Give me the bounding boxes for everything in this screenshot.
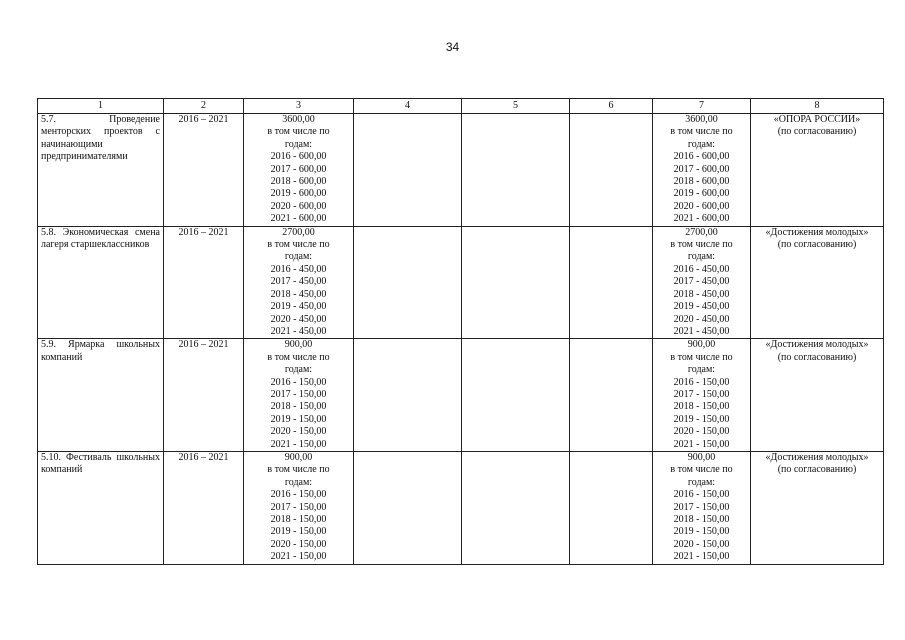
source-funding-cell <box>653 339 751 452</box>
empty-cell-5 <box>462 339 570 452</box>
source-funding-cell <box>653 114 751 227</box>
total-funding-cell-line: 2020 - 150,00 <box>270 426 327 438</box>
total-funding-cell-line: в том числе по <box>267 351 330 363</box>
source-funding-cell-line: 900,00 <box>687 451 716 463</box>
total-funding-cell-line: 2018 - 150,00 <box>270 401 327 413</box>
total-funding-cell <box>244 451 354 564</box>
source-funding-cell-line: 2021 - 150,00 <box>673 438 730 450</box>
period-cell: 2016 – 2021 <box>164 114 244 227</box>
source-funding-cell-line: годам: <box>687 364 716 376</box>
executor-cell-line: «ОПОРА РОССИИ» <box>773 114 861 125</box>
source-funding-cell-line: 2020 - 600,00 <box>673 200 730 212</box>
total-funding-cell-line: 2019 - 150,00 <box>270 526 327 538</box>
source-funding-cell-line: 2018 - 150,00 <box>673 401 730 413</box>
source-funding-cell-line: в том числе по <box>670 464 733 476</box>
total-funding-cell-line: 2021 - 150,00 <box>270 438 327 450</box>
source-funding-cell-line: 2017 - 150,00 <box>673 501 730 513</box>
source-funding-cell-line: в том числе по <box>670 126 733 138</box>
source-funding-cell-line: 3600,00 <box>685 114 718 125</box>
empty-cell-5 <box>462 451 570 564</box>
source-funding-cell-line: годам: <box>687 138 716 150</box>
source-funding-cell-line: 2021 - 600,00 <box>673 213 730 225</box>
column-header: 2 <box>164 99 244 114</box>
total-funding-cell-line: 2017 - 150,00 <box>270 388 327 400</box>
total-funding-cell-line: 2021 - 150,00 <box>270 551 327 563</box>
program-table <box>37 98 884 565</box>
total-funding-cell-line: 2019 - 600,00 <box>270 188 327 200</box>
measure-name-cell: 5.9. Ярмарка школьных компаний <box>38 339 164 452</box>
executor-cell <box>751 339 884 452</box>
total-funding-cell-line: годам: <box>284 476 313 488</box>
executor-cell <box>751 114 884 227</box>
source-funding-cell-line: 2017 - 450,00 <box>673 276 730 288</box>
table-row <box>38 451 884 564</box>
empty-cell-6 <box>570 451 653 564</box>
total-funding-cell-line: в том числе по <box>267 464 330 476</box>
source-funding-cell-line: 2019 - 150,00 <box>673 413 730 425</box>
executor-cell-line: (по согласованию) <box>777 126 857 138</box>
total-funding-cell-line: 2020 - 150,00 <box>270 538 327 550</box>
source-funding-cell-line: 2018 - 150,00 <box>673 514 730 525</box>
column-header: 8 <box>751 99 884 114</box>
column-header: 3 <box>244 99 354 114</box>
source-funding-cell-line: 2016 - 600,00 <box>673 151 730 163</box>
executor-cell-line: (по согласованию) <box>777 464 857 476</box>
total-funding-cell-line: 2021 - 450,00 <box>270 325 327 337</box>
source-funding-cell-line: 2019 - 150,00 <box>673 526 730 538</box>
empty-cell-6 <box>570 226 653 339</box>
total-funding-cell-line: в том числе по <box>267 239 330 251</box>
total-funding-cell-line: 2017 - 150,00 <box>270 501 327 513</box>
source-funding-cell-line: 2018 - 600,00 <box>673 176 730 188</box>
source-funding-cell-line: годам: <box>687 251 716 263</box>
column-header: 4 <box>354 99 462 114</box>
total-funding-cell-line: 2018 - 600,00 <box>270 176 327 188</box>
source-funding-cell-line: 2019 - 600,00 <box>673 188 730 200</box>
empty-cell-4 <box>354 114 462 227</box>
total-funding-cell-line: 900,00 <box>284 339 313 351</box>
table-row <box>38 339 884 452</box>
table-row <box>38 226 884 339</box>
source-funding-cell-line: 2018 - 450,00 <box>673 288 730 300</box>
empty-cell-4 <box>354 226 462 339</box>
empty-cell-4 <box>354 451 462 564</box>
total-funding-cell-line: в том числе по <box>267 126 330 138</box>
source-funding-cell-line: 2020 - 450,00 <box>673 313 730 325</box>
table-row <box>38 114 884 227</box>
total-funding-cell-line: 2016 - 600,00 <box>270 151 327 163</box>
page-number: 34 <box>445 40 460 54</box>
source-funding-cell-line: 2020 - 150,00 <box>673 538 730 550</box>
column-header: 1 <box>38 99 164 114</box>
period-cell: 2016 – 2021 <box>164 226 244 339</box>
executor-cell-line: (по согласованию) <box>777 351 857 363</box>
total-funding-cell-line: годам: <box>284 364 313 376</box>
column-header: 6 <box>570 99 653 114</box>
measure-name-cell: 5.7. Проведение менторских проектов с начинающими предпринимателями <box>38 114 164 227</box>
total-funding-cell-line: 2020 - 600,00 <box>270 200 327 212</box>
source-funding-cell-line: 2016 - 450,00 <box>673 263 730 275</box>
total-funding-cell-line: 2016 - 450,00 <box>270 263 327 275</box>
total-funding-cell-line: 2018 - 450,00 <box>270 288 327 300</box>
source-funding-cell-line: 2021 - 450,00 <box>673 325 730 337</box>
total-funding-cell-line: годам: <box>284 251 313 263</box>
total-funding-cell-line: 3600,00 <box>282 114 315 125</box>
total-funding-cell-line: 2017 - 600,00 <box>270 163 327 175</box>
total-funding-cell-line: 2016 - 150,00 <box>270 489 327 501</box>
total-funding-cell-line: 2020 - 450,00 <box>270 313 327 325</box>
header-row <box>38 99 884 114</box>
executor-cell <box>751 451 884 564</box>
source-funding-cell-line: 900,00 <box>687 339 716 351</box>
total-funding-cell <box>244 114 354 227</box>
source-funding-cell-line: 2021 - 150,00 <box>673 551 730 563</box>
total-funding-cell-line: 2019 - 450,00 <box>270 301 327 313</box>
empty-cell-4 <box>354 339 462 452</box>
column-header: 7 <box>653 99 751 114</box>
executor-cell-line: «Достижения молодых» <box>765 226 869 238</box>
source-funding-cell-line: 2020 - 150,00 <box>673 426 730 438</box>
total-funding-cell-line: 2016 - 150,00 <box>270 376 327 388</box>
column-header: 5 <box>462 99 570 114</box>
empty-cell-6 <box>570 339 653 452</box>
total-funding-cell-line: 2700,00 <box>282 226 315 238</box>
source-funding-cell-line: в том числе по <box>670 351 733 363</box>
source-funding-cell-line: 2017 - 600,00 <box>673 163 730 175</box>
measure-name-cell: 5.8. Экономическая смена лагеря старшеклассников <box>38 226 164 339</box>
executor-cell-line: «Достижения молодых» <box>765 339 869 351</box>
source-funding-cell-line: 2016 - 150,00 <box>673 376 730 388</box>
executor-cell-line: «Достижения молодых» <box>765 451 869 463</box>
executor-cell-line: (по согласованию) <box>777 239 857 251</box>
source-funding-cell <box>653 451 751 564</box>
total-funding-cell <box>244 339 354 452</box>
source-funding-cell-line: 2700,00 <box>685 226 718 238</box>
empty-cell-5 <box>462 226 570 339</box>
source-funding-cell-line: годам: <box>687 476 716 488</box>
measure-name-cell: 5.10. Фестиваль школьных компаний <box>38 451 164 564</box>
source-funding-cell <box>653 226 751 339</box>
executor-cell <box>751 226 884 339</box>
total-funding-cell <box>244 226 354 339</box>
total-funding-cell-line: 900,00 <box>284 451 313 463</box>
source-funding-cell-line: 2019 - 450,00 <box>673 301 730 313</box>
total-funding-cell-line: 2017 - 450,00 <box>270 276 327 288</box>
period-cell: 2016 – 2021 <box>164 451 244 564</box>
total-funding-cell-line: 2018 - 150,00 <box>270 514 327 525</box>
total-funding-cell-line: годам: <box>284 138 313 150</box>
empty-cell-6 <box>570 114 653 227</box>
source-funding-cell-line: 2016 - 150,00 <box>673 489 730 501</box>
total-funding-cell-line: 2021 - 600,00 <box>270 213 327 225</box>
period-cell: 2016 – 2021 <box>164 339 244 452</box>
source-funding-cell-line: 2017 - 150,00 <box>673 388 730 400</box>
source-funding-cell-line: в том числе по <box>670 239 733 251</box>
empty-cell-5 <box>462 114 570 227</box>
total-funding-cell-line: 2019 - 150,00 <box>270 413 327 425</box>
